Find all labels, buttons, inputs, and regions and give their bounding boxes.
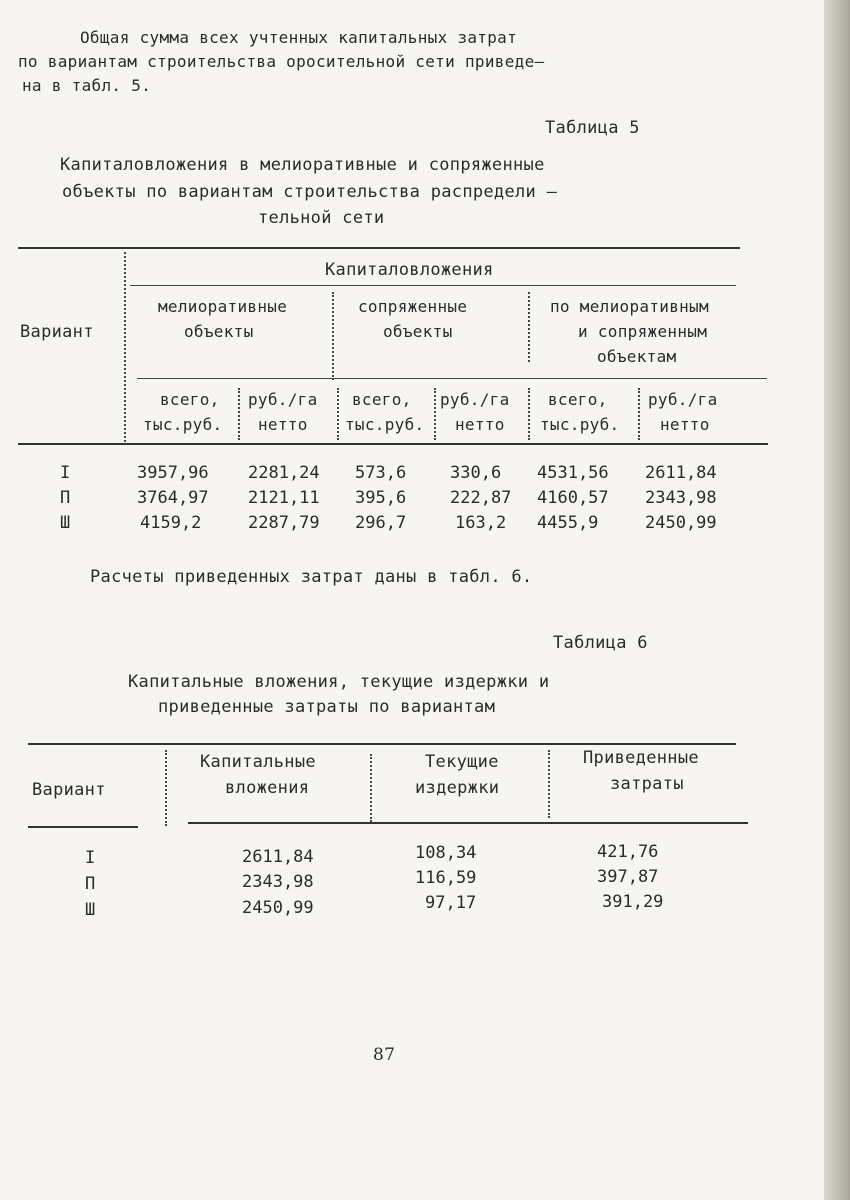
table5-cell: 4455,9: [537, 513, 599, 533]
intro-line-3: на в табл. 5.: [22, 76, 152, 95]
table5-sep-sub-1: [238, 388, 240, 440]
table6-top-rule: [28, 743, 736, 745]
table6-label: Таблица 6: [553, 633, 648, 653]
table5-unit-rate-1b: нетто: [258, 415, 308, 434]
table5-sep-sub-5: [638, 388, 640, 440]
table5-sub3-a: по мелиоративным: [550, 297, 709, 316]
table5-unit-rate-1a: руб./га: [248, 390, 318, 409]
table5-unit-total-3b: тыс.руб.: [540, 415, 620, 434]
table5-sub-rule: [137, 378, 767, 379]
table5-sub3-c: объектам: [597, 347, 677, 366]
table5-cell: 2611,84: [645, 463, 717, 483]
table6-col-reduced-a: Приведенные: [583, 748, 699, 768]
table6-cell: 2611,84: [242, 847, 314, 867]
table5-cell: 4159,2: [140, 513, 202, 533]
table5-cell: 2281,24: [248, 463, 320, 483]
table5-unit-rate-3b: нетто: [660, 415, 710, 434]
table5-cell: 4531,56: [537, 463, 609, 483]
table6-col-current-b: издержки: [415, 778, 500, 798]
table5-sub2-a: сопряженные: [358, 297, 468, 316]
table5-sep-sub-4: [528, 388, 530, 440]
table5-row-variant: П: [60, 488, 71, 508]
table5-row-variant: Ш: [60, 513, 71, 533]
table5-sub2-b: объекты: [383, 322, 453, 341]
table5-unit-rate-2b: нетто: [455, 415, 505, 434]
table5-sep-sub-3: [434, 388, 436, 440]
table5-cell: 573,6: [355, 463, 407, 483]
page-number: 87: [373, 1045, 396, 1065]
table6-col-variant: Вариант: [32, 780, 106, 800]
table5-title-2: объекты по вариантам строительства распредели –: [62, 182, 558, 202]
table5-cell: 330,6: [450, 463, 502, 483]
table5-title-3: тельной сети: [258, 208, 385, 228]
table5-unit-total-2a: всего,: [352, 390, 412, 409]
table6-cell: 108,34: [415, 843, 477, 863]
table6-row-variant: I: [85, 848, 96, 868]
table5-unit-rate-2a: руб./га: [440, 390, 510, 409]
table5-cell: 395,6: [355, 488, 407, 508]
table5-sub1-b: объекты: [184, 322, 254, 341]
table5-cell: 222,87: [450, 488, 512, 508]
table6-col-capital-b: вложения: [225, 778, 310, 798]
table5-cell: 2343,98: [645, 488, 717, 508]
table5-unit-total-2b: тыс.руб.: [345, 415, 425, 434]
table5-cell: 2450,99: [645, 513, 717, 533]
table5-sub1-a: мелиоративные: [158, 297, 288, 316]
table5-header-bottom-rule: [18, 443, 768, 445]
table5-unit-total-1a: всего,: [160, 390, 220, 409]
table5-sep-variant: [124, 252, 126, 442]
table6-cell: 391,29: [602, 892, 664, 912]
table5-sep-group-2: [528, 292, 530, 362]
table6-col-reduced-b: затраты: [610, 774, 684, 794]
table5-cell: 3764,97: [137, 488, 209, 508]
table5-unit-total-1b: тыс.руб.: [143, 415, 223, 434]
table6-cell: 2450,99: [242, 898, 314, 918]
table6-header-rule-right: [188, 822, 748, 824]
table5-label: Таблица 5: [545, 118, 640, 138]
table5-group-header: Капиталовложения: [325, 260, 494, 280]
table6-row-variant: П: [85, 874, 96, 894]
table6-row-variant: Ш: [85, 900, 96, 920]
table5-sep-sub-2: [337, 388, 339, 440]
table6-sep-1: [165, 750, 167, 826]
table5-col-variant: Вариант: [20, 322, 94, 342]
table5-unit-rate-3a: руб./га: [648, 390, 718, 409]
table5-cell: 163,2: [455, 513, 507, 533]
table5-cell: 2287,79: [248, 513, 320, 533]
middle-paragraph: Расчеты приведенных затрат даны в табл. 6.: [90, 567, 533, 587]
table6-sep-3: [548, 750, 550, 818]
table5-title-1: Капиталовложения в мелиоративные и сопряженные: [60, 155, 545, 175]
table5-sep-group-1: [332, 292, 334, 380]
table5-row-variant: I: [60, 463, 71, 483]
table6-cell: 2343,98: [242, 872, 314, 892]
table6-cell: 397,87: [597, 867, 659, 887]
page-edge: [824, 0, 850, 1200]
table5-unit-total-3a: всего,: [548, 390, 608, 409]
table6-cell: 116,59: [415, 868, 477, 888]
table5-sub3-b: и сопряженным: [578, 322, 708, 341]
intro-line-1: Общая сумма всех учтенных капитальных затрат: [80, 28, 518, 47]
table6-col-current-a: Текущие: [425, 752, 499, 772]
table5-cell: 4160,57: [537, 488, 609, 508]
table5-cell: 296,7: [355, 513, 407, 533]
table6-header-rule-left: [28, 826, 138, 828]
table6-col-capital-a: Капитальные: [200, 752, 316, 772]
table5-top-rule: [18, 247, 740, 249]
table5-group-rule: [130, 285, 736, 286]
table6-title-2: приведенные затраты по вариантам: [158, 697, 496, 717]
table6-cell: 421,76: [597, 842, 659, 862]
intro-line-2: по вариантам строительства оросительной сети приведе–: [18, 52, 545, 71]
table6-title-1: Капитальные вложения, текущие издержки и: [128, 672, 550, 692]
table6-cell: 97,17: [425, 893, 477, 913]
table5-cell: 2121,11: [248, 488, 320, 508]
table5-cell: 3957,96: [137, 463, 209, 483]
table6-sep-2: [370, 754, 372, 822]
